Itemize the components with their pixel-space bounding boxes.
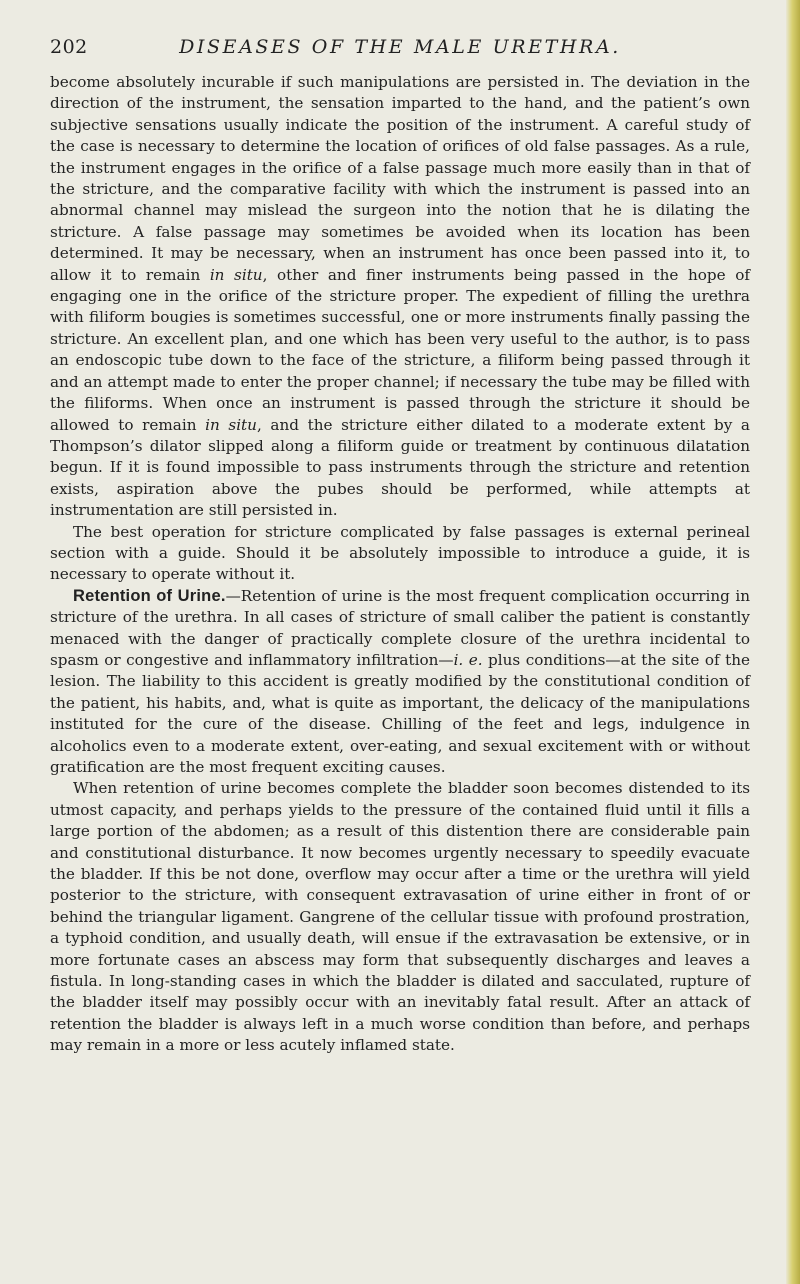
page-header (50, 22, 750, 56)
paragraph-2 (50, 522, 750, 586)
paragraph-text: —Retention of urine is the most frequent complication occurring in stricture of the urethra. In all cases of stricture of small caliber the patient is constantly menaced with the danger of practically complete closure of the urethra incidental to spasm or congestive and inflammatory infiltration— (50, 586, 750, 669)
paragraph-text: The best operation for stricture complicated by false passages is external perineal section with a guide. Should it be absolutely impossible to introduce a guide, it is necessary to operate without it. (50, 522, 750, 584)
page-number: 202 (50, 36, 88, 58)
paragraph-text: , other and finer instruments being passed in the hope of engaging one in the orifice of the stricture proper. The expedient of filling the urethra with filiform bougies is sometimes successful, one or more instruments finally passing the stricture. An excellent plan, and one which has been very useful to the author, is to pass an endoscopic tube down to the face of the stricture, a filiform being passed through it and an attempt made to enter the proper channel; if necessary the tube may be filled with the filiforms. When once an instrument is passed through the stricture it should be allowed to remain (50, 265, 750, 434)
paragraph-text: When retention of urine becomes complete the bladder soon becomes distended to its utmost capacity, and perhaps yields to the pressure of the contained fluid until it fills a large portion of the abdomen; as a result of this distention there are considerable pain and constitutional disturbance. It now becomes urgently necessary to speedily evacuate the bladder. If this be not done, overflow may occur after a time or the urethra will yield posterior to the stricture, with consequent extravasation of urine either in front of or behind the triangular ligament. Gangrene of the cellular tissue with profound prostration, a typhoid condition, and usually death, will ensue if the extravasation be extensive, or in more fortunate cases an abscess may form that subsequently discharges and leaves a fistula. In long-standing cases in which the bladder is dilated and sacculated, rupture of the bladder itself may possibly occur with an inevitably fatal result. After an attack of retention the bladder is always left in a much worse condition than before, and perhaps may remain in a more or less acutely inflamed state. (50, 779, 750, 1055)
paragraph-text: , and the stricture either dilated to a moderate extent by a Thompson’s dilator slipped along a filiform guide or treatment by continuous dilatation begun. If it is found impossible to pass instruments through the stricture and retention exists, aspiration above the pubes should be performed, while attempts at instrumentation are still persisted in. (50, 415, 750, 520)
italic-term: in situ (209, 265, 263, 284)
running-title: DISEASES OF THE MALE URETHRA. (179, 36, 621, 58)
italic-term: in situ (205, 415, 257, 434)
paragraph-text: become absolutely incurable if such manipulations are persisted in. The deviation in the direction of the instrument, the sensation imparted to the hand, and the patient’s own subjective sensations usually indicate the position of the instrument. A careful study of the case is necessary to determine the location of orifices of old false passages. As a rule, the instrument engages in the orifice of a false passage much more easily than in that of the stricture, and the comparative facility with which the instrument is passed into an abnormal channel may mislead the surgeon into the notion that he is dilating the stricture. A false passage may sometimes be avoided when its location has been determined. It may be necessary, when an instrument has once been passed into it, to allow it to remain (50, 73, 750, 284)
paragraph-4 (50, 778, 750, 1056)
section-heading: Retention of Urine. (73, 586, 226, 605)
paragraph-text: plus conditions—at the site of the lesion. The liability to this accident is greatly modified by the constitutional condition of the patient, his habits, and, what is quite as important, the delicacy of the manipulations instituted for the cure of the disease. Chilling of the feet and legs, indulgence in alcoholics even to a moderate extent, over-eating, and sexual excitement with or without gratification are the most frequent exciting causes. (50, 650, 750, 776)
paragraph-3 (50, 586, 750, 779)
page-edge (786, 0, 800, 1284)
paragraph-1 (50, 72, 750, 522)
body-text (50, 72, 750, 1057)
italic-term: i. e. (453, 650, 483, 669)
